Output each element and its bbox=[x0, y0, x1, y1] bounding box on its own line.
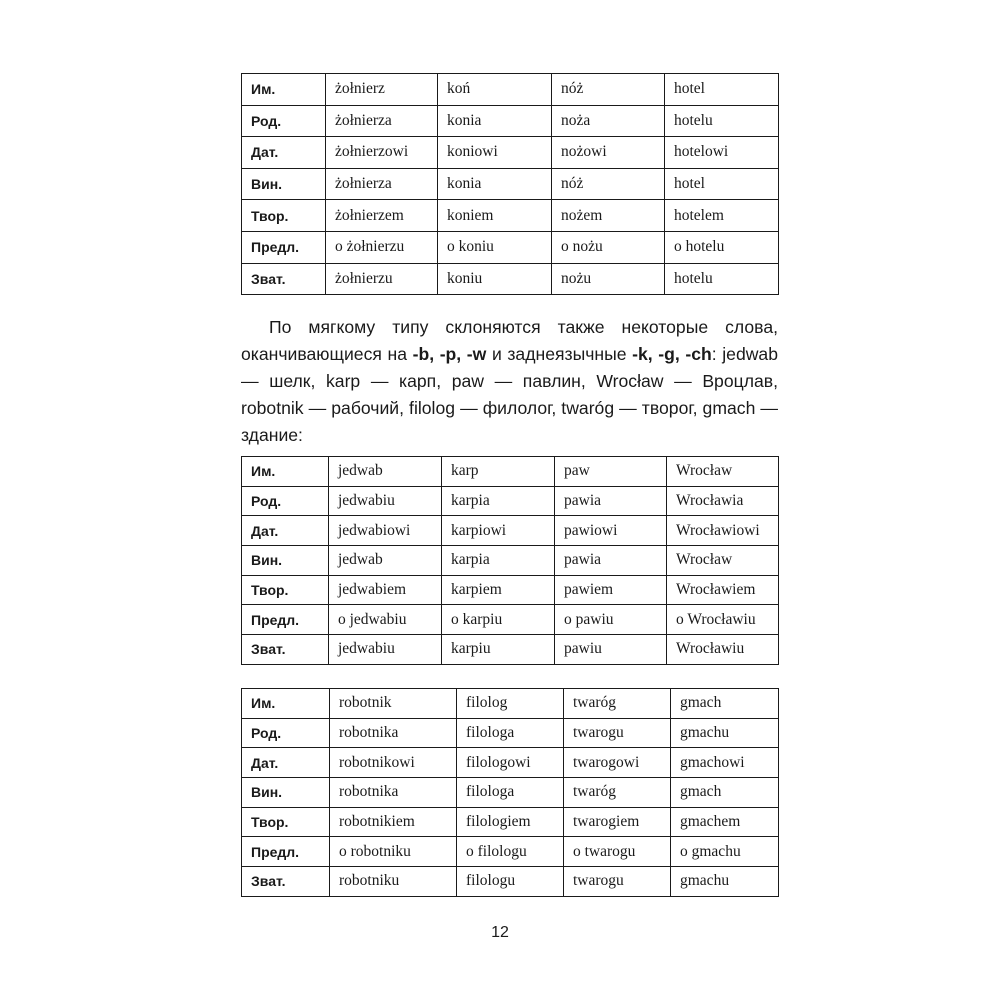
word-form: filologu bbox=[457, 867, 564, 897]
table-row bbox=[242, 575, 779, 605]
table-row bbox=[242, 105, 779, 137]
word-form: jedwabiu bbox=[329, 486, 442, 516]
table-row bbox=[242, 263, 779, 295]
word-form: Wrocławiu bbox=[667, 635, 779, 665]
case-label: Род. bbox=[242, 486, 329, 516]
word-form: żołnierz bbox=[326, 74, 438, 106]
table-row bbox=[242, 689, 779, 719]
case-label: Предл. bbox=[242, 605, 329, 635]
word-form: żołnierzem bbox=[326, 200, 438, 232]
table-row bbox=[242, 837, 779, 867]
case-label: Им. bbox=[242, 689, 330, 719]
word-form: Wrocław bbox=[667, 457, 779, 487]
word-form: o koniu bbox=[438, 231, 552, 263]
word-form: filologa bbox=[457, 718, 564, 748]
word-form: filologowi bbox=[457, 748, 564, 778]
word-form: hotelowi bbox=[665, 137, 779, 169]
case-label: Дат. bbox=[242, 748, 330, 778]
word-form: pawia bbox=[555, 486, 667, 516]
word-form: o hotelu bbox=[665, 231, 779, 263]
declension-table-1 bbox=[241, 73, 779, 295]
word-form: żołnierzowi bbox=[326, 137, 438, 169]
word-form: karpiem bbox=[442, 575, 555, 605]
word-form: twarogowi bbox=[564, 748, 671, 778]
word-form: żołnierzu bbox=[326, 263, 438, 295]
word-form: Wrocław bbox=[667, 546, 779, 576]
table-row bbox=[242, 74, 779, 106]
case-label: Род. bbox=[242, 105, 326, 137]
word-form: gmachowi bbox=[671, 748, 779, 778]
word-form: o twarogu bbox=[564, 837, 671, 867]
word-form: twarogiem bbox=[564, 807, 671, 837]
word-form: jedwabiowi bbox=[329, 516, 442, 546]
table-row bbox=[242, 200, 779, 232]
word-form: filolog bbox=[457, 689, 564, 719]
word-form: robotnik bbox=[330, 689, 457, 719]
table-row bbox=[242, 546, 779, 576]
word-form: karpiowi bbox=[442, 516, 555, 546]
word-form: o gmachu bbox=[671, 837, 779, 867]
word-form: gmach bbox=[671, 778, 779, 808]
word-form: żołnierza bbox=[326, 168, 438, 200]
table-row bbox=[242, 605, 779, 635]
table-row bbox=[242, 778, 779, 808]
word-form: twaróg bbox=[564, 778, 671, 808]
word-form: nóż bbox=[552, 74, 665, 106]
case-label: Вин. bbox=[242, 546, 329, 576]
word-form: hotelem bbox=[665, 200, 779, 232]
case-label: Предл. bbox=[242, 837, 330, 867]
case-label: Род. bbox=[242, 718, 330, 748]
case-label: Твор. bbox=[242, 807, 330, 837]
word-form: karp bbox=[442, 457, 555, 487]
word-form: hotel bbox=[665, 74, 779, 106]
word-form: karpia bbox=[442, 486, 555, 516]
word-form: pawia bbox=[555, 546, 667, 576]
word-form: o pawiu bbox=[555, 605, 667, 635]
word-form: koń bbox=[438, 74, 552, 106]
case-label: Зват. bbox=[242, 867, 330, 897]
word-form: nożu bbox=[552, 263, 665, 295]
case-label: Зват. bbox=[242, 263, 326, 295]
word-form: robotnika bbox=[330, 718, 457, 748]
paragraph-text: По мягкому типу склоняются также некоторые слова, оканчивающиеся на bbox=[241, 317, 778, 364]
table-row bbox=[242, 516, 779, 546]
table-row bbox=[242, 457, 779, 487]
ending-highlight: -k, -g, -ch bbox=[632, 344, 712, 364]
table-row bbox=[242, 486, 779, 516]
word-form: o Wrocławiu bbox=[667, 605, 779, 635]
word-form: jedwabiem bbox=[329, 575, 442, 605]
case-label: Зват. bbox=[242, 635, 329, 665]
paragraph-text: и заднеязычные bbox=[486, 344, 633, 364]
word-form: robotnika bbox=[330, 778, 457, 808]
word-form: karpiu bbox=[442, 635, 555, 665]
word-form: gmachu bbox=[671, 718, 779, 748]
word-form: hotel bbox=[665, 168, 779, 200]
word-form: konia bbox=[438, 105, 552, 137]
word-form: gmachu bbox=[671, 867, 779, 897]
table-row bbox=[242, 635, 779, 665]
declension-table-2 bbox=[241, 456, 779, 665]
word-form: jedwab bbox=[329, 546, 442, 576]
case-label: Дат. bbox=[242, 516, 329, 546]
word-form: o filologu bbox=[457, 837, 564, 867]
explanation-paragraph bbox=[241, 314, 778, 449]
word-form: paw bbox=[555, 457, 667, 487]
ending-highlight: -b, -p, -w bbox=[412, 344, 487, 364]
word-form: filologiem bbox=[457, 807, 564, 837]
word-form: robotniku bbox=[330, 867, 457, 897]
word-form: gmachem bbox=[671, 807, 779, 837]
word-form: o nożu bbox=[552, 231, 665, 263]
word-form: o żołnierzu bbox=[326, 231, 438, 263]
case-label: Вин. bbox=[242, 168, 326, 200]
word-form: hotelu bbox=[665, 105, 779, 137]
word-form: pawiem bbox=[555, 575, 667, 605]
page-number: 12 bbox=[491, 924, 509, 941]
word-form: Wrocławiowi bbox=[667, 516, 779, 546]
word-form: jedwab bbox=[329, 457, 442, 487]
word-form: twarogu bbox=[564, 867, 671, 897]
word-form: jedwabiu bbox=[329, 635, 442, 665]
case-label: Дат. bbox=[242, 137, 326, 169]
table-row bbox=[242, 807, 779, 837]
word-form: o jedwabiu bbox=[329, 605, 442, 635]
word-form: robotnikowi bbox=[330, 748, 457, 778]
word-form: koniowi bbox=[438, 137, 552, 169]
word-form: o karpiu bbox=[442, 605, 555, 635]
table-row bbox=[242, 718, 779, 748]
word-form: robotnikiem bbox=[330, 807, 457, 837]
word-form: twarogu bbox=[564, 718, 671, 748]
word-form: filologa bbox=[457, 778, 564, 808]
word-form: o robotniku bbox=[330, 837, 457, 867]
word-form: konia bbox=[438, 168, 552, 200]
table-row bbox=[242, 867, 779, 897]
word-form: pawiowi bbox=[555, 516, 667, 546]
table-row bbox=[242, 748, 779, 778]
case-label: Твор. bbox=[242, 200, 326, 232]
case-label: Вин. bbox=[242, 778, 330, 808]
case-label: Им. bbox=[242, 457, 329, 487]
word-form: hotelu bbox=[665, 263, 779, 295]
word-form: Wrocławia bbox=[667, 486, 779, 516]
word-form: nożowi bbox=[552, 137, 665, 169]
declension-table-3 bbox=[241, 688, 779, 897]
table-row bbox=[242, 168, 779, 200]
table-row bbox=[242, 137, 779, 169]
table-row bbox=[242, 231, 779, 263]
word-form: nożem bbox=[552, 200, 665, 232]
word-form: karpia bbox=[442, 546, 555, 576]
word-form: koniu bbox=[438, 263, 552, 295]
word-form: noża bbox=[552, 105, 665, 137]
word-form: nóż bbox=[552, 168, 665, 200]
word-form: twaróg bbox=[564, 689, 671, 719]
word-form: pawiu bbox=[555, 635, 667, 665]
case-label: Предл. bbox=[242, 231, 326, 263]
word-form: żołnierza bbox=[326, 105, 438, 137]
paragraph-text: : jedwab — шелк, karp — карп, paw — павлин, Wrocław — Вроцлав, robotnik — рабочий, filolog — филолог, twaróg — творог, gmach — здание: bbox=[241, 344, 779, 445]
case-label: Твор. bbox=[242, 575, 329, 605]
word-form: gmach bbox=[671, 689, 779, 719]
word-form: Wrocławiem bbox=[667, 575, 779, 605]
case-label: Им. bbox=[242, 74, 326, 106]
word-form: koniem bbox=[438, 200, 552, 232]
